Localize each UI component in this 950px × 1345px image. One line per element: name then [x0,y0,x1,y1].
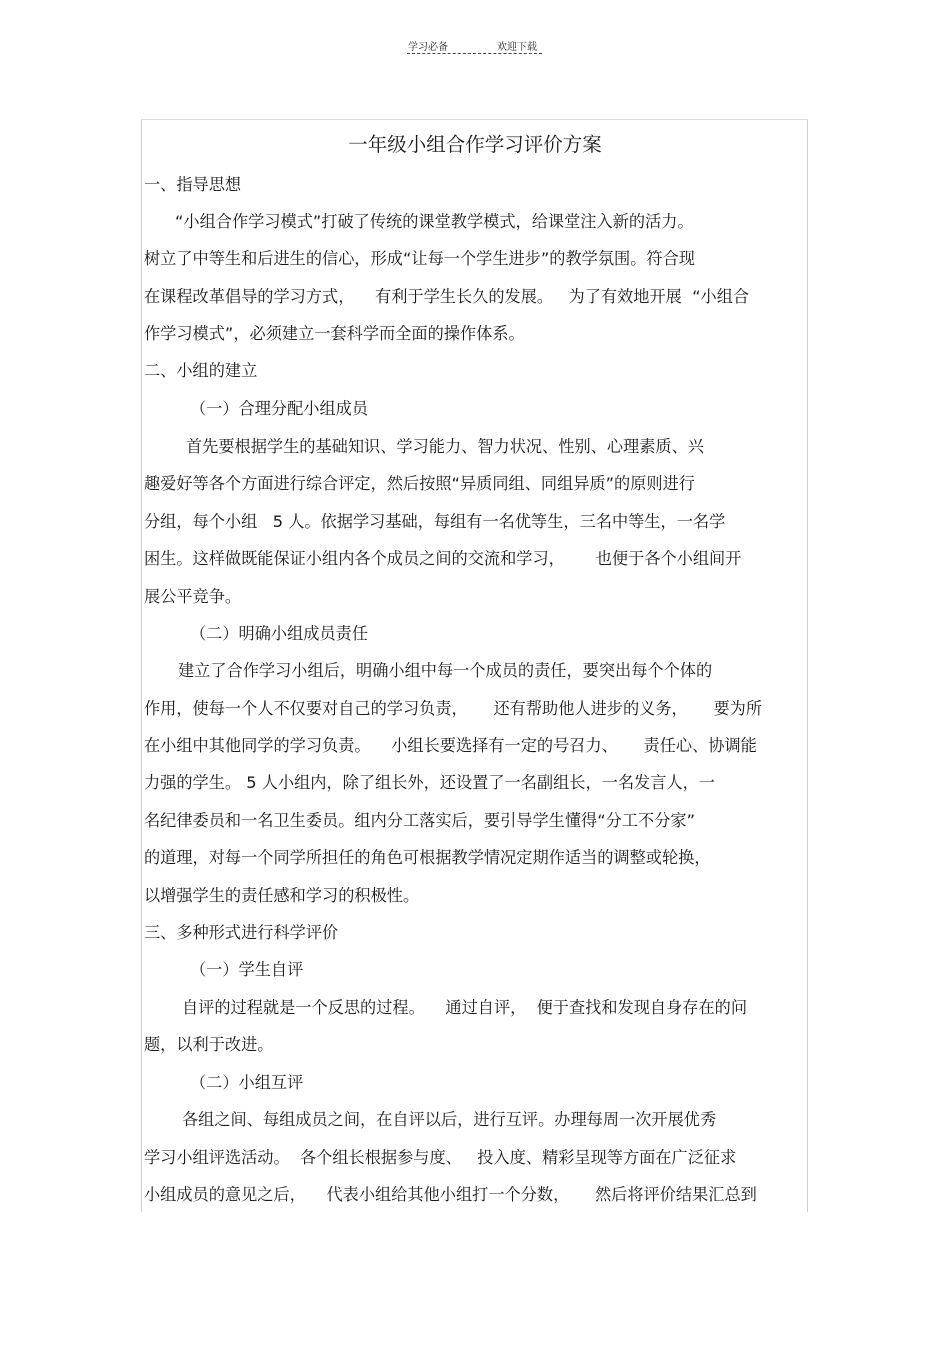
paragraph-line: 作用，使每一个人不仅要对自己的学习负责， 还有帮助他人进步的义务， 要为所 [144,699,763,718]
document-title: 一年级小组合作学习评价方案 [348,133,602,156]
paragraph-line: 小组成员的意见之后， 代表小组给其他小组打一个分数， 然后将评价结果汇总到 [144,1185,757,1204]
paragraph-line: 在小组中其他同学的学习负责。 小组长要选择有一定的号召力、 责任心、协调能 [144,736,757,755]
paragraph-line: 困生。这样做既能保证小组内各个成员之间的交流和学习， 也便于各个小组间开 [144,549,742,568]
section-heading: 三、多种形式进行科学评价 [144,923,339,942]
paragraph-line: 学习小组评选活动。 各个组长根据参与度、 投入度、精彩呈现等方面在广泛征求 [144,1148,737,1167]
paragraph-line: 作学习模式”，必须建立一套科学而全面的操作体系。 [144,324,525,343]
paragraph-line: 自评的过程就是一个反思的过程。 通过自评， 便于查找和发现自身存在的问 [182,998,748,1017]
section-heading: 一、指导思想 [144,175,242,194]
subsection-heading: （二）明确小组成员责任 [190,624,369,643]
header-divider [407,53,542,54]
paragraph-line: 力强的学生。 5 人小组内，除了组长外，还设置了一名副组长，一名发言人，一 [144,773,715,792]
paragraph-line: 建立了合作学习小组后，明确小组中每一个成员的责任，要突出每个个体的 [178,661,713,680]
paragraph-line: 在课程改革倡导的学习方式， 有利于学生长久的发展。 为了有效地开展 “小组合 [144,287,750,306]
paragraph-line: 各组之间、每组成员之间，在自评以后，进行互评。办理每周一次开展优秀 [182,1110,717,1129]
paragraph-line: 题，以利于改进。 [144,1035,274,1054]
paragraph-line: “小组合作学习模式”打破了传统的课堂教学模式，给课堂注入新的活力。 [175,212,694,231]
paragraph-line: 树立了中等生和后进生的信心，形成“让每一个学生进步”的教学氛围。符合现 [144,249,695,268]
paragraph-line: 展公平竞争。 [144,587,242,606]
paragraph-line: 的道理，对每一个同学所担任的角色可根据教学情况定期作适当的调整或轮换， [144,848,711,867]
section-heading: 二、小组的建立 [144,361,258,380]
subsection-heading: （二）小组互评 [190,1073,304,1092]
subsection-heading: （一）学生自评 [190,960,304,979]
page-header-right: 欢迎下载 [497,42,537,53]
paragraph-line: 以增强学生的责任感和学习的积极性。 [144,886,420,905]
paragraph-line: 名纪律委员和一名卫生委员。组内分工落实后，要引导学生懂得“分工不分家” [144,811,695,830]
subsection-heading: （一）合理分配小组成员 [190,399,369,418]
paragraph-line: 分组，每个小组 5 人。依据学习基础，每组有一名优等生，三名中等生，一名学 [144,512,726,531]
paragraph-line: 首先要根据学生的基础知识、学习能力、智力状况、性别、心理素质、兴 [186,437,704,456]
page-header-left: 学习必备 [408,42,448,53]
paragraph-line: 趣爱好等各个方面进行综合评定，然后按照“异质同组、同组异质”的原则进行 [144,474,695,493]
